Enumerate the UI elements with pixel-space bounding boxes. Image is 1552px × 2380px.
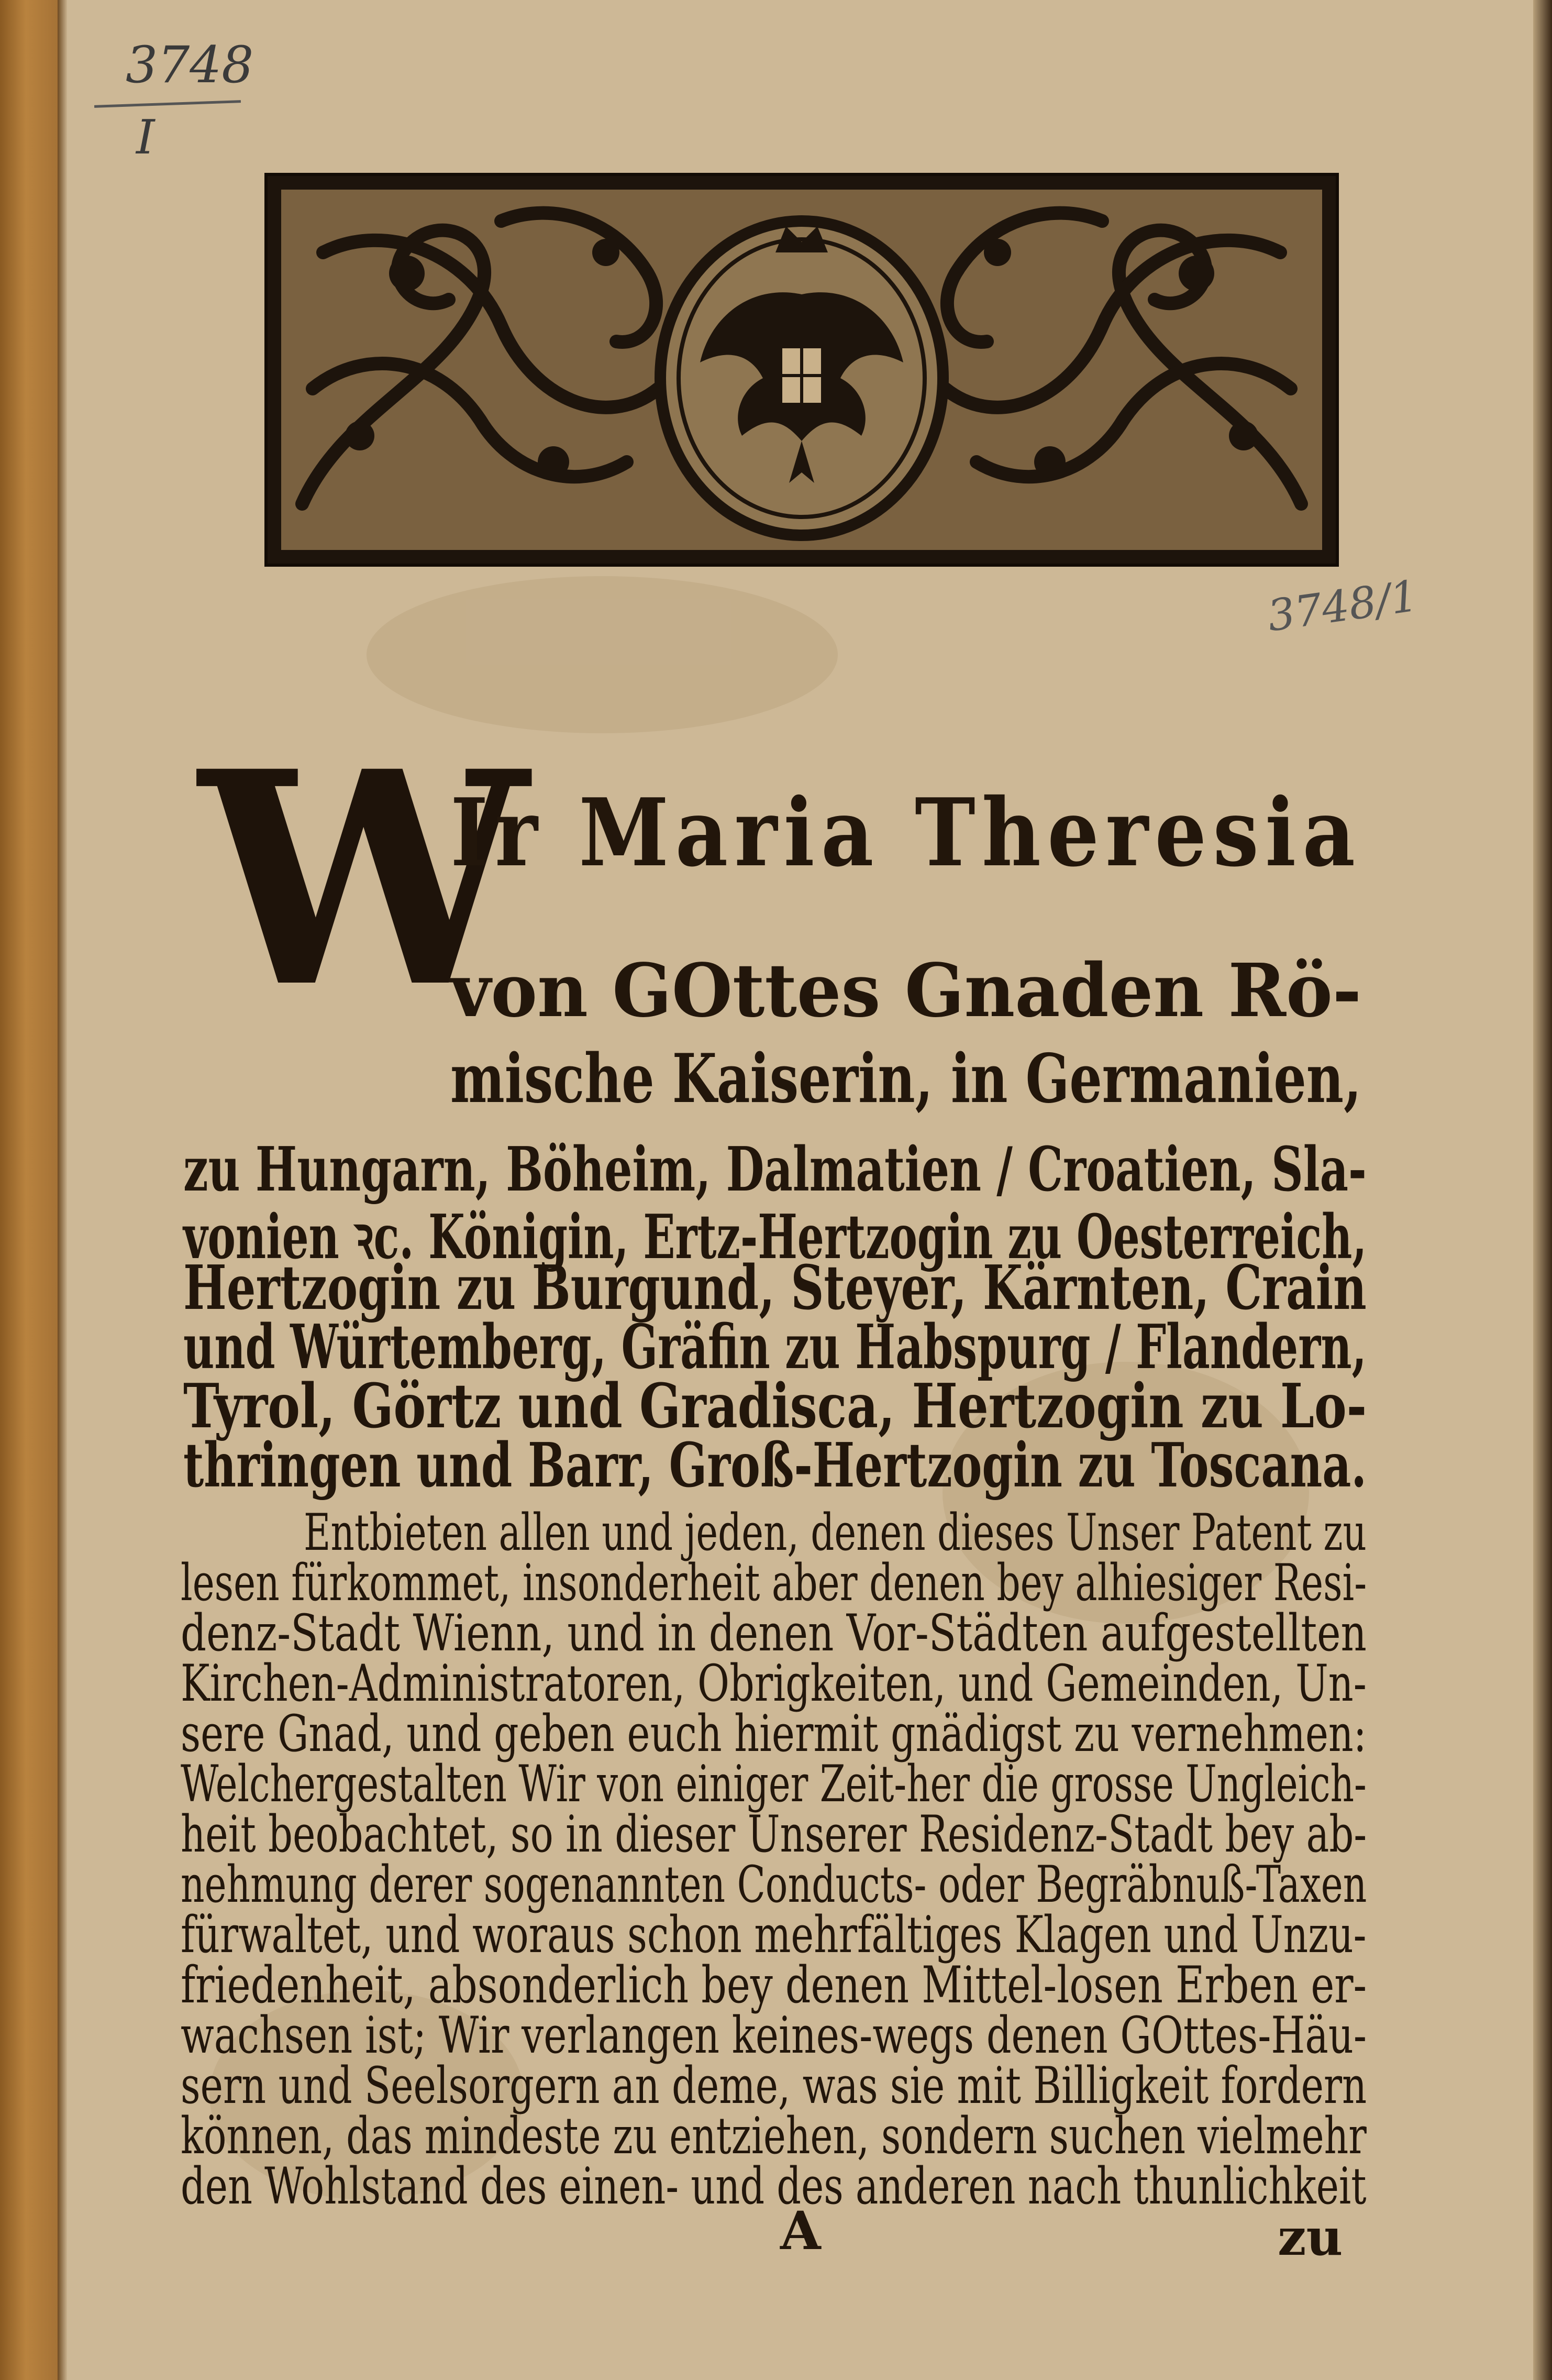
initial-letter: W [199,708,507,1052]
body-line: fürwaltet, und woraus schon mehrfältiges Klagen und Unzu- [181,1905,1367,1964]
title-line-7: und Würtemberg, Gräfin zu Habspurg / Flandern, [183,1312,1367,1383]
title-line-3: mische Kaiserin, in Germanien, [450,1040,1362,1118]
body-line: sern und Seelsorgern an deme, was sie mit Billigkeit fordern [181,2056,1367,2115]
title-line-1: Ir Maria Theresia [450,778,1362,887]
body-line: denz-Stadt Wienn, und in denen Vor-Städten aufgestellten [181,1604,1367,1662]
body-line: heit beobachtet, so in dieser Unserer Residenz-Stadt bey ab- [181,1805,1367,1864]
decorated-initial [199,708,507,1052]
title-line-5: vonien ꝛc. Königin, Ertz-Hertzogin zu Oesterreich, [183,1202,1367,1273]
body-line: den Wohlstand des einen- und des anderen nach thunlichkeit [181,2157,1367,2216]
archive-number-top: 3748 [126,36,254,94]
catchword: zu [1278,2208,1343,2267]
body-line: Entbieten allen und jeden, denen dieses Unser Patent zu [304,1503,1367,1562]
title-line-2: von GOttes Gnaden Rö- [450,948,1362,1034]
body-line: sere Gnad, und geben euch hiermit gnädigst zu vernehmen: [181,1704,1367,1763]
archive-underline [94,100,241,108]
body-line: können, das mindeste zu entziehen, sondern suchen vielmehr [181,2107,1367,2165]
archive-number-right: 3748/1 [1264,571,1421,642]
body-line: nehmung derer sogenannten Conducts- oder Begräbnuß-Taxen [181,1855,1367,1914]
binding-edge [0,0,58,2380]
archive-subnumber-top: I [136,110,155,165]
body-line: Kirchen-Administratoren, Obrigkeiten, und Gemeinden, Un- [181,1654,1367,1713]
title-line-6: Hertzogin zu Burgund, Steyer, Kärnten, Crain [183,1252,1367,1324]
signature-mark: A [780,2200,821,2262]
body-line: friedenheit, absonderlich bey denen Mittel-losen Erben er- [181,1956,1367,2014]
banner-field [281,190,1322,550]
binding-shadow [58,0,67,2380]
title-line-4: zu Hungarn, Böheim, Dalmatien / Croatien, Sla- [183,1134,1367,1205]
page-right-edge [1533,0,1552,2380]
double-headed-eagle-crest-icon [281,190,1322,550]
body-line: Welchergestalten Wir von einiger Zeit-her die grosse Ungleich- [181,1755,1367,1813]
body-line: lesen fürkommet, insonderheit aber denen bey alhiesiger Resi- [181,1553,1367,1612]
title-line-9: thringen und Barr, Groß-Hertzogin zu Toscana. [183,1430,1367,1501]
body-line: wachsen ist; Wir verlangen keines-wegs denen GOttes-Häu- [181,2006,1367,2065]
ornamental-banner [264,173,1339,567]
title-line-8: Tyrol, Görtz und Gradisca, Hertzogin zu Lo- [183,1371,1367,1442]
